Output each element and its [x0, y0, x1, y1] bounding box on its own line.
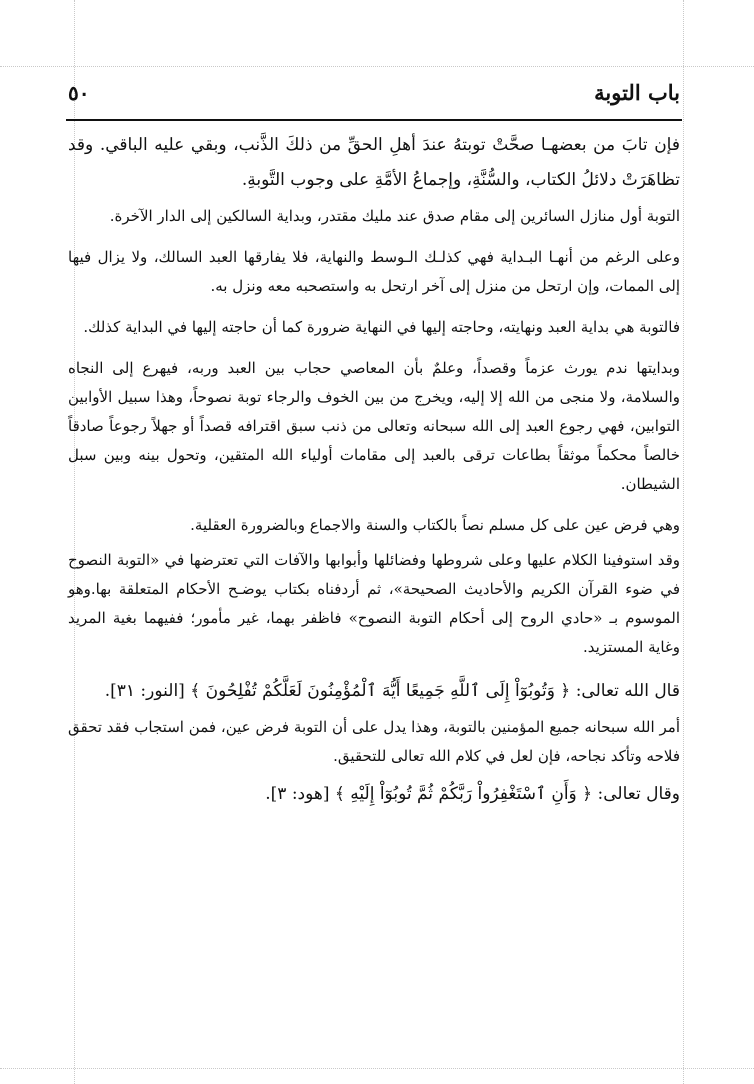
- page-number: ٥٠: [68, 81, 90, 105]
- page-body: [68, 128, 680, 816]
- quran-verse: ﴿ وَأَنِ ٱسْتَغْفِرُواْ رَبَّكُمْ ثُمَّ تُوبُوٓاْ إِلَيْهِ ﴾: [334, 784, 593, 804]
- scan-guide-line: [0, 1068, 754, 1069]
- running-title: باب التوبة: [594, 80, 680, 105]
- verse-reference: [النور: ٣١].: [104, 681, 185, 701]
- page-header: [68, 76, 680, 110]
- quran-verse: ﴿ وَتُوبُوٓاْ إِلَى ٱللَّهِ جَمِيعًا أَيُّهَ ٱلْمُؤْمِنُونَ لَعَلَّكُمْ تُفْلِحُونَ ﴾: [190, 681, 571, 701]
- paragraph: وقد استوفينا الكلام عليها وعلى شروطها وفضائلها وأبوابها والآفات التي تعترضها في «التوبة النصوح في ضوء القرآن الكريم والأحاديث الصحيحة»، ثم أردفناه بكتاب يوضـح الأحكام المتعلقة بها.وهو الموسوم بـ «حادي الروح إلى أحكام التوبة النصوح» فاظفر بهما، غير مأمور؛ ففيهما بغية المريد وغاية المستزيد.: [68, 551, 680, 656]
- quran-quote: [68, 777, 680, 812]
- paragraph: وبدايتها ندم يورث عزماً وقصداً، وعلمٌ بأن المعاصي حجاب بين العبد وربه، فيهرع إلى النجاه والسلامة، ولا منجى من الله إلا إليه، ويخرج من بين الخوف والرجاء توبة نصوحاً، وهذا سبيل الأوابين التوابين، فهي رجوع العبد إلى الله سبحانه وتعالى من ذنب سبق اقترافه قصداً أو جهلاً رجوعاً صادقاً خالصاً محكماً موثقاً بطاعات ترقى بالعبد إلى مقامات أولياء الله المتقين، وتحول بينه وبين سبل الشيطان.: [68, 359, 680, 493]
- scan-guide-line: [0, 66, 754, 67]
- paragraph: فإن تابَ من بعضهـا صحَّتْ توبتهُ عندَ أهلِ الحقِّ من ذلكَ الذَّنب، وبقي عليه الباقي. وقد تظاهَرَتْ دلائلُ الكتاب، والسُّنَّةِ، وإجماعُ الأمَّةِ على وجوب التَّوبةِ.: [68, 135, 680, 190]
- paragraph: أمر الله سبحانه جميع المؤمنين بالتوبة، وهذا يدل على أن التوبة فرض عين، فمن استجاب فقد تحقق فلاحه وتأكد نجاحه، فإن لعل في كلام الله تعالى للتحقيق.: [68, 718, 680, 765]
- paragraph: فالتوبة هي بداية العبد ونهايته، وحاجته إليها في النهاية ضرورة كما أن حاجته إليها في البداية كذلك.: [83, 318, 680, 336]
- header-divider: [66, 119, 682, 121]
- quote-intro: قال الله تعالى:: [575, 681, 680, 701]
- verse-reference: [هود: ٣].: [265, 784, 330, 804]
- paragraph: التوبة أول منازل السائرين إلى مقام صدق عند مليك مقتدر، وبداية السالكين إلى الدار الآخرة.: [109, 207, 680, 225]
- quran-quote: [68, 674, 680, 709]
- scan-guide-line: [683, 0, 684, 1084]
- paragraph: وهي فرض عين على كل مسلم نصاً بالكتاب والسنة والاجماع وبالضرورة العقلية.: [190, 516, 680, 534]
- paragraph: وعلى الرغم من أنهـا البـداية فهي كذلـك الـوسط والنهاية، فلا يفارقها العبد السالك، ولا يزال فيها إلى الممات، وإن ارتحل من منزل إلى آخر ارتحل به واستصحبه معه ونزل به.: [68, 248, 680, 295]
- quote-intro: وقال تعالى:: [597, 784, 680, 804]
